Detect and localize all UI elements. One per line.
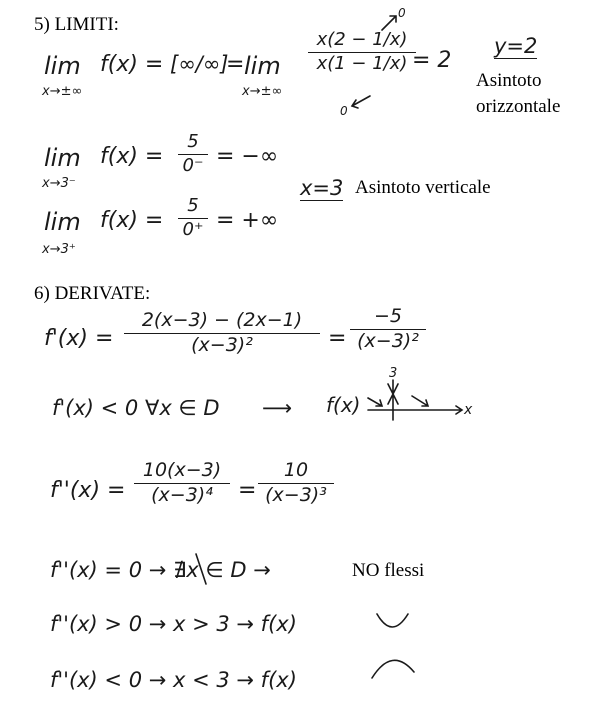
lim-subscript-3: x→3⁻: [42, 176, 76, 191]
lim-subscript-4: x→3⁺: [42, 242, 76, 257]
lim-subscript-2: x→±∞: [242, 84, 283, 99]
second-derivative-denominator: (x−3)⁴: [151, 483, 213, 506]
concave-down-icon: [372, 660, 414, 678]
limit-result: = 2: [412, 48, 452, 73]
equals-sign: =: [226, 52, 245, 77]
vertical-asymptote-equation: x=3: [300, 176, 344, 200]
lim-label-2: lim: [244, 52, 281, 80]
horizontal-asymptote-label: Asintoto: [476, 70, 542, 91]
implies-arrow: ⟶: [262, 396, 293, 420]
first-derivative-simplified-denominator: (x−3)²: [357, 329, 419, 352]
tends-to-zero-top: 0: [398, 6, 406, 20]
fx-expression-2: f(x) =: [100, 144, 164, 169]
convex-condition: f''(x) > 0 → x > 3 → f(x): [50, 612, 297, 636]
sign-chart-axis: [368, 406, 462, 414]
sign-chart-discontinuity: 3: [389, 366, 398, 381]
lim-label-3: lim: [44, 144, 81, 172]
horizontal-asymptote-equation: y=2: [494, 34, 538, 58]
tends-to-zero-arrow-top: [382, 16, 396, 30]
limit-fraction-numerator: x(2 − 1/x): [316, 29, 408, 50]
limit-minus-numerator: 5: [187, 131, 199, 152]
first-derivative-denominator: (x−3)²: [191, 333, 253, 356]
does-not-exist-strike: [196, 554, 206, 584]
fx-expression-3: f(x) =: [100, 208, 164, 233]
limit-minus-denominator: 0⁻: [182, 154, 204, 176]
limit-fraction-denominator: x(1 − 1/x): [316, 52, 408, 74]
vertical-asymptote-label: Asintoto verticale: [355, 177, 491, 198]
lim-subscript: x→±∞: [42, 84, 83, 99]
second-derivative-label: f''(x) =: [50, 478, 126, 503]
section-5-heading: 5) LIMITI:: [34, 14, 119, 35]
limit-plus-result: = +∞: [216, 208, 279, 233]
fx-expression: f(x) =: [100, 52, 164, 77]
second-derivative-simplified-numerator: 10: [283, 459, 309, 481]
no-inflection-label: NO flessi: [352, 560, 425, 581]
section-6-heading: 6) DERIVATE:: [34, 283, 151, 304]
first-derivative-sign: f'(x) < 0 ∀x ∈ D: [52, 396, 220, 420]
first-derivative-numerator: 2(x−3) − (2x−1): [141, 309, 303, 331]
limit-minus-result: = −∞: [216, 144, 279, 169]
first-derivative-label: f'(x) =: [44, 326, 114, 351]
first-derivative-simplified-numerator: −5: [373, 305, 402, 327]
first-derivative-equals: =: [328, 326, 347, 351]
limit-plus-denominator: 0⁺: [182, 218, 204, 240]
second-derivative-numerator: 10(x−3): [142, 459, 222, 481]
decreasing-arrow-right: [412, 396, 428, 406]
second-derivative-equals: =: [238, 478, 257, 503]
lim-label-4: lim: [44, 208, 81, 236]
tends-to-zero-arrow-bottom: [352, 96, 370, 108]
decreasing-arrow-left: [368, 398, 382, 406]
horizontal-asymptote-label-2: orizzontale: [476, 96, 561, 117]
lim-label: lim: [44, 52, 81, 80]
sign-chart-cross: [388, 380, 398, 420]
limit-plus-numerator: 5: [187, 195, 199, 216]
second-derivative-simplified-denominator: (x−3)³: [265, 483, 327, 506]
concave-condition: f''(x) < 0 → x < 3 → f(x): [50, 668, 297, 692]
indeterminate-form: [∞/∞]: [170, 52, 229, 76]
decreasing-function-label: f(x): [326, 393, 361, 417]
tends-to-zero-bottom: 0: [340, 104, 348, 118]
inflection-condition: f''(x) = 0 → ∄x ∈ D →: [50, 558, 271, 582]
convex-up-icon: [377, 614, 408, 627]
sign-chart-x-label: x: [464, 402, 473, 418]
